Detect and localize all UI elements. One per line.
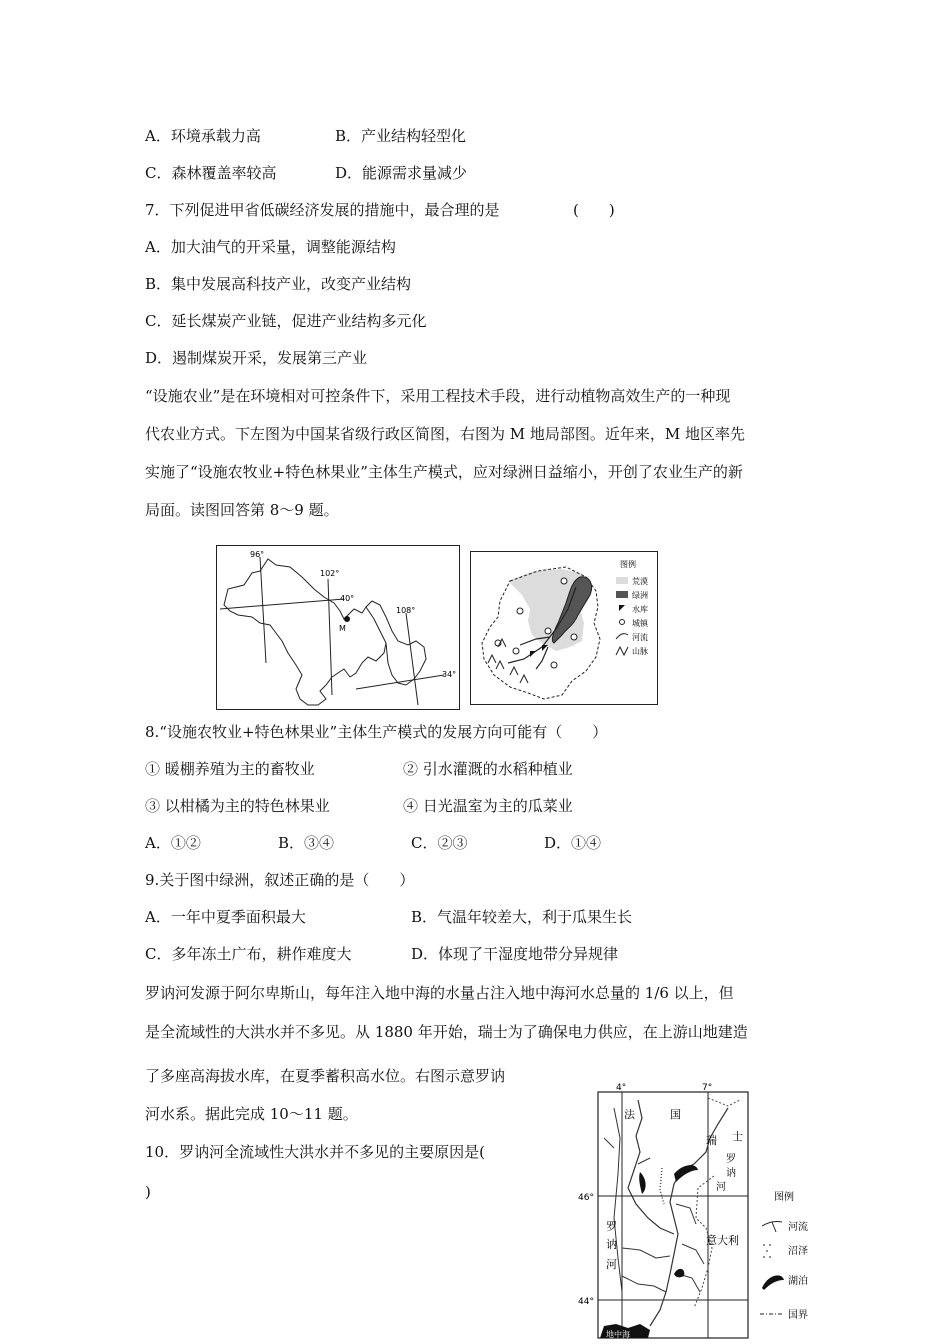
q6-option-b: B．产业结构轻型化 <box>335 127 467 145</box>
q8-option-b: B．③④ <box>278 834 335 852</box>
q7-option-a: A．加大油气的开采量，调整能源结构 <box>145 238 396 256</box>
legend-oasis: 绿洲 <box>632 591 648 600</box>
rhone-lower-label-2: 讷 <box>606 1238 617 1251</box>
q8-item-2: ② 引水灌溉的水稻种植业 <box>403 760 573 778</box>
q7-paren: ( ) <box>573 201 615 219</box>
q8-item-1: ① 暖棚养殖为主的畜牧业 <box>145 760 315 778</box>
lon-label-102: 102° <box>320 569 340 578</box>
rhone-legend-lake: 湖泊 <box>788 1276 808 1287</box>
sea-label: 地中海 <box>606 1330 630 1339</box>
switzerland-label-1: 瑞 <box>706 1134 717 1147</box>
q8-option-c: C．②③ <box>411 834 468 852</box>
legend-marsh-icon <box>764 1244 770 1258</box>
q7-option-d: D．遏制煤炭开采，发展第三产业 <box>145 349 368 367</box>
italy-label: 意大利 <box>706 1234 739 1247</box>
lon-label-96: 96° <box>250 550 265 559</box>
lat-label-40: 40° <box>340 594 355 603</box>
rhone-upper-label-3: 河 <box>716 1182 726 1193</box>
lon-label-4: 4° <box>616 1083 627 1093</box>
q6-option-a: A．环境承载力高 <box>145 127 261 145</box>
legend-town: 城镇 <box>632 619 648 628</box>
q7-option-c: C．延长煤炭产业链，促进产业结构多元化 <box>145 312 427 330</box>
point-m-label: M <box>339 624 346 633</box>
q9-option-b: B．气温年较差大，利于瓜果生长 <box>411 908 633 926</box>
passage2-line2: 是全流域性的大洪水并不多见。从 1880 年开始，瑞士为了确保电力供应，在上游山地建造 <box>145 1023 748 1041</box>
switzerland-label-2: 士 <box>732 1130 743 1143</box>
lon-label-108: 108° <box>396 606 416 615</box>
rhone-legend-title: 图例 <box>774 1192 794 1203</box>
q10-stem: 10．罗讷河全流域性大洪水并不多见的主要原因是( <box>145 1143 485 1161</box>
legend-title: 图例 <box>620 560 636 569</box>
q8-item-4: ④ 日光温室为主的瓜菜业 <box>403 797 573 815</box>
q7-stem: 7．下列促进甲省低碳经济发展的措施中，最合理的是 <box>145 201 500 219</box>
lat-label-44: 44° <box>578 1297 594 1307</box>
q8-item-3: ③ 以柑橘为主的特色林果业 <box>145 797 330 815</box>
rhone-legend-border: 国界 <box>788 1310 808 1321</box>
legend-mountain: 山脉 <box>632 647 648 656</box>
passage2-line1: 罗讷河发源于阿尔卑斯山，每年注入地中海的水量占注入地中海河水总量的 1/6 以上，但 <box>145 984 734 1002</box>
lat-label-34: 34° <box>442 670 457 679</box>
point-m-marker <box>344 616 350 622</box>
passage1-line3: 实施了“设施农牧业+特色林果业”主体生产模式，应对绿洲日益缩小，开创了农业生产的新 <box>145 463 743 481</box>
q9-option-d: D．体现了干湿度地带分异规律 <box>411 945 619 963</box>
passage1-line2: 代农业方式。下左图为中国某省级行政区简图，右图为 M 地局部图。近年来，M 地区率先 <box>145 425 746 443</box>
q7-option-b: B．集中发展高科技产业，改变产业结构 <box>145 275 412 293</box>
rhone-lower-label-1: 罗 <box>606 1220 617 1233</box>
q8-stem: 8.“设施农牧业+特色林果业”主体生产模式的发展方向可能有（ ） <box>145 723 608 741</box>
legend-town-icon <box>620 620 625 625</box>
q8-option-a: A．①② <box>145 834 201 852</box>
q10-stem-cont: ) <box>145 1183 151 1201</box>
passage1-line4: 局面。读图回答第 8～9 题。 <box>145 501 339 519</box>
legend-lake-icon <box>762 1275 784 1290</box>
q6-option-d: D．能源需求量减少 <box>335 164 468 182</box>
rhone-upper-label-2: 讷 <box>726 1168 736 1179</box>
q9-stem: 9.关于图中绿洲，叙述正确的是（ ） <box>145 871 415 889</box>
oasis-map <box>470 551 658 705</box>
rhone-legend-river: 河流 <box>788 1222 808 1233</box>
france-label-1: 法 <box>624 1108 635 1121</box>
passage1-line1: “设施农业”是在环境相对可控条件下，采用工程技术手段，进行动植物高效生产的一种现 <box>145 387 731 405</box>
rhone-upper-label-1: 罗 <box>726 1154 736 1165</box>
q6-option-c: C．森林覆盖率较高 <box>145 164 277 182</box>
france-label-2: 国 <box>670 1108 681 1121</box>
passage2-line3: 了多座高海拔水库，在夏季蓄积高水位。右图示意罗讷 <box>145 1067 506 1085</box>
legend-river-icon <box>762 1222 782 1233</box>
province-map <box>216 545 460 710</box>
legend-river: 河流 <box>632 633 648 642</box>
rhone-map <box>578 1078 818 1342</box>
lat-label-46: 46° <box>578 1193 594 1203</box>
passage2-line4: 河水系。据此完成 10～11 题。 <box>145 1105 358 1123</box>
legend-desert: 荒漠 <box>632 577 648 586</box>
legend-desert-swatch <box>616 577 628 584</box>
rhone-lower-label-3: 河 <box>606 1258 617 1271</box>
rhone-legend-marsh: 沼泽 <box>788 1246 808 1257</box>
q9-option-c: C．多年冻土广布，耕作难度大 <box>145 945 352 963</box>
lon-label-7: 7° <box>702 1083 713 1093</box>
q8-option-d: D．①④ <box>544 834 602 852</box>
legend-reservoir: 水库 <box>632 605 648 614</box>
q9-option-a: A．一年中夏季面积最大 <box>145 908 306 926</box>
legend-oasis-swatch <box>616 591 628 598</box>
